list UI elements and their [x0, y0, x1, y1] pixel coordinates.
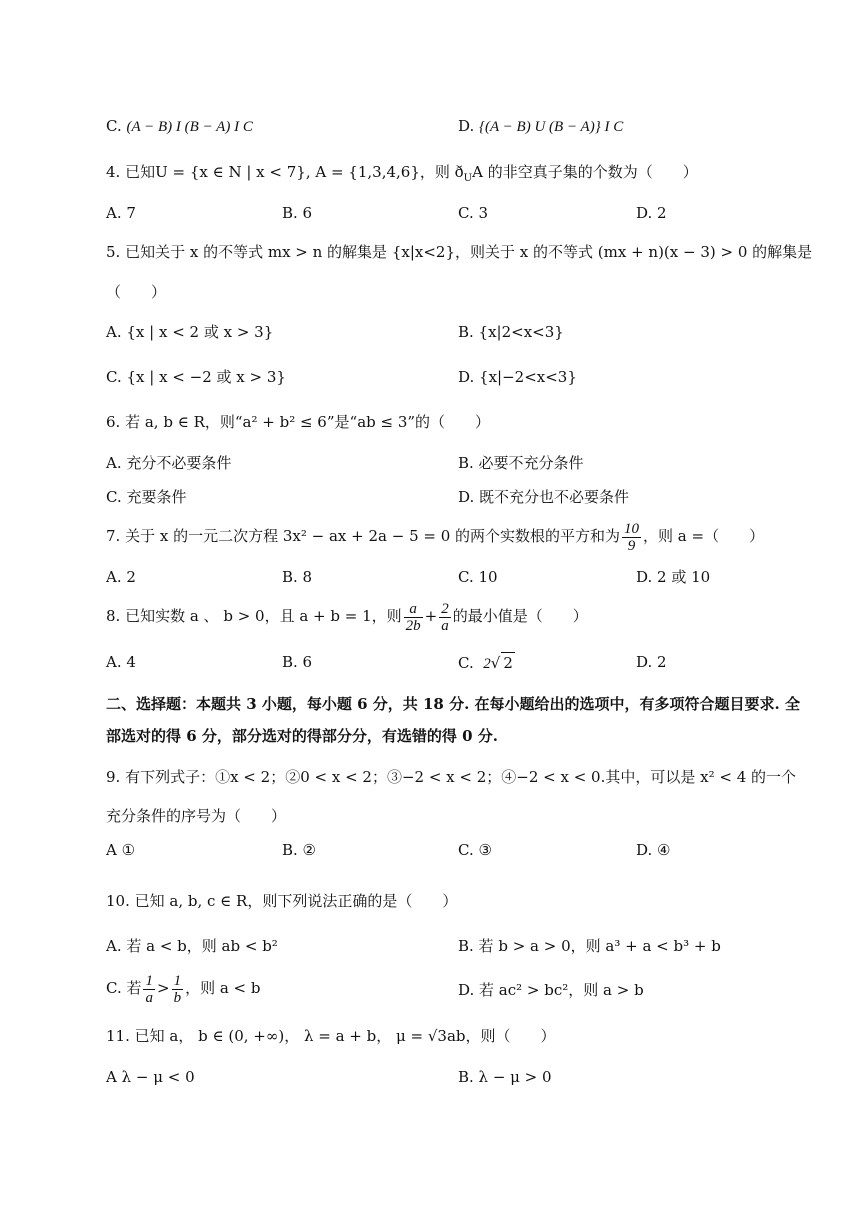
q8-option-d: D. 2 [636, 653, 667, 671]
q4-option-b: B. 6 [282, 204, 313, 222]
q6-option-d: D. 既不充分也不必要条件 [458, 488, 630, 506]
q11-stem: 11. 已知 a， b ∈ (0, +∞)， λ = a + b， μ = √3ab，则（ ） [106, 1027, 556, 1045]
q9-option-a: A ① [106, 841, 136, 859]
section2-heading-line2: 部选对的得 6 分，部分选对的得部分分，有选错的得 0 分. [106, 727, 498, 745]
q9-option-c: C. ③ [458, 841, 492, 859]
q11-option-a: A λ − μ < 0 [106, 1068, 195, 1086]
q5-option-a: A. {x | x < 2 或 x > 3} [106, 323, 274, 341]
q10-fraction-2: $\frac{1}{b}$ [173, 972, 182, 1006]
q9-option-b: B. ② [282, 841, 317, 859]
q4-stem: 4. 已知U = {x ∈ N | x < 7}, A = {1,3,4,6}，则 $ð_UA$ 的非空真子集的个数为（ ） [106, 163, 698, 184]
q10-option-a: A. 若 a < b，则 ab < b² [106, 937, 278, 955]
q8-fraction-2: $\frac{2}{a}$ [441, 600, 449, 634]
q11-option-b: B. λ − μ > 0 [458, 1068, 552, 1086]
q6-stem: 6. 若 a, b ∈ R，则“a² + b² ≤ 6”是“ab ≤ 3”的（ ） [106, 413, 491, 431]
q5-stem-cont: （ ） [106, 283, 167, 301]
q7-fraction: $\frac{10}{9}$ [624, 520, 640, 554]
q5-option-b: B. {x|2<x<3} [458, 323, 564, 341]
q10-option-c: C. 若 $\frac{1}{a}$ > $\frac{1}{b}$ ，则 a < b [106, 972, 261, 1006]
q4-option-d: D. 2 [636, 204, 667, 222]
q8-option-a: A. 4 [106, 653, 136, 671]
q6-option-a: A. 充分不必要条件 [106, 454, 232, 472]
q3-option-c: C. (A − B) I (B − A) I C [106, 117, 253, 135]
q10-stem: 10. 已知 a, b, c ∈ R，则下列说法正确的是（ ） [106, 892, 458, 910]
q7-option-a: A. 2 [106, 568, 136, 586]
q5-stem: 5. 已知关于 x 的不等式 mx > n 的解集是 {x|x<2}，则关于 x 的不等式 (mx + n)(x − 3) > 0 的解集是 [106, 243, 813, 261]
q6-option-b: B. 必要不充分条件 [458, 454, 584, 472]
q6-option-c: C. 充要条件 [106, 488, 187, 506]
q3-option-d: D. {(A − B) U (B − A)} I C [458, 117, 624, 135]
q10-fraction-1: $\frac{1}{a}$ [145, 972, 153, 1006]
sqrt-symbol: √ [490, 654, 501, 672]
q7-option-b: B. 8 [282, 568, 313, 586]
q8-option-c: C. 2√ 2 [458, 654, 513, 672]
q9-stem-cont: 充分条件的序号为（ ） [106, 807, 287, 825]
q10-option-b: B. 若 b > a > 0，则 a³ + a < b³ + b [458, 937, 721, 955]
q5-option-c: C. {x | x < −2 或 x > 3} [106, 368, 286, 386]
q8-stem: 8. 已知实数 a 、 b > 0，且 a + b = 1，则 $\frac{a}{2b}$ + $\frac{2}{a}$ 的最小值是（ ） [106, 600, 588, 634]
q9-option-d: D. ④ [636, 841, 671, 859]
q8-option-b: B. 6 [282, 653, 313, 671]
q10-option-d: D. 若 ac² > bc²，则 a > b [458, 981, 644, 999]
q7-option-d: D. 2 或 10 [636, 568, 711, 586]
q7-stem: 7. 关于 x 的一元二次方程 3x² − ax + 2a − 5 = 0 的两个实数根的平方和为 $\frac{10}{9}$ ，则 a =（ ） [106, 520, 765, 554]
section2-heading-line1: 二、选择题：本题共 3 小题，每小题 6 分，共 18 分. 在每小题给出的选项中，有多项符合题目要求. 全 [106, 695, 800, 713]
q9-stem: 9. 有下列式子：①x < 2；②0 < x < 2；③−2 < x < 2；④−2 < x < 0.其中，可以是 x² < 4 的一个 [106, 768, 797, 786]
q5-option-d: D. {x|−2<x<3} [458, 368, 577, 386]
q4-option-c: C. 3 [458, 204, 489, 222]
q8-fraction-1: $\frac{a}{2b}$ [405, 600, 421, 634]
q7-option-c: C. 10 [458, 568, 498, 586]
q4-option-a: A. 7 [106, 204, 136, 222]
